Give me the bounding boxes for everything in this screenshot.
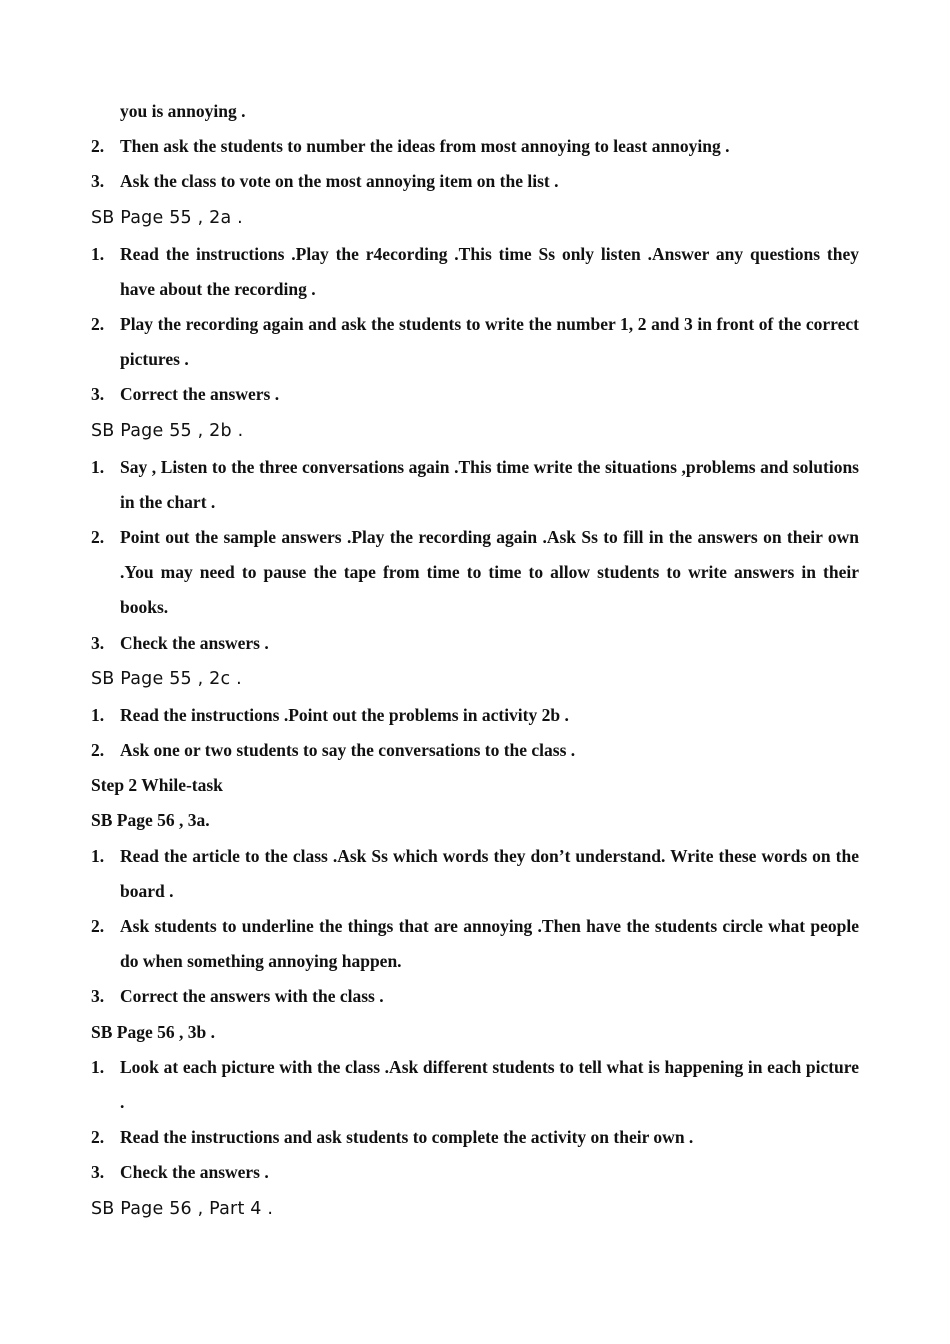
item-number: 2. (91, 916, 105, 937)
list-item (91, 520, 859, 626)
item-text: Ask students to underline the things that are annoying .Then have the students circle what people do when something annoying happen. (120, 916, 859, 972)
intro-continuation: you is annoying . (120, 101, 246, 121)
list-item (91, 839, 859, 909)
item-number: 2. (91, 136, 105, 157)
item-text: Check the answers . (120, 632, 269, 653)
list-item (91, 698, 859, 733)
item-text: Say , Listen to the three conversations again .This time write the situations ,problems and solutions in the chart . (120, 456, 859, 512)
item-text: Play the recording again and ask the students to write the number 1, 2 and 3 in front of the correct pictures . (120, 314, 859, 370)
item-number: 1. (91, 845, 105, 866)
section-heading-3b: SB Page 56 , 3b . (91, 1021, 215, 1042)
item-text: Point out the sample answers .Play the recording again .Ask Ss to fill in the answers on their own .You may need to pause the tape from time to time to allow students to write answers in their books. (120, 527, 859, 618)
item-text: Ask the class to vote on the most annoying item on the list . (120, 171, 559, 192)
list-item (91, 1050, 859, 1120)
section-heading-3a: SB Page 56 , 3a. (91, 810, 210, 831)
list-item (91, 164, 859, 199)
item-number: 1. (91, 704, 105, 725)
list-item (91, 1120, 859, 1155)
item-text: Then ask the students to number the ideas from most annoying to least annoying . (120, 136, 730, 157)
list-item (91, 307, 859, 377)
item-text: Read the instructions and ask students to complete the activity on their own . (120, 1127, 694, 1148)
item-number: 2. (91, 1127, 105, 1148)
list-item (91, 733, 859, 768)
item-number: 3. (91, 384, 105, 405)
list-item (91, 377, 859, 412)
item-text: Read the instructions .Point out the problems in activity 2b . (120, 704, 569, 725)
section-heading-2c: SB Page 55 , 2c . (91, 668, 242, 689)
list-item (91, 1155, 859, 1190)
section-heading-part4: SB Page 56 , Part 4 . (91, 1198, 274, 1219)
item-number: 2. (91, 740, 105, 761)
item-number: 1. (91, 243, 105, 264)
item-number: 3. (91, 632, 105, 653)
item-text: Ask one or two students to say the conversations to the class . (120, 740, 576, 761)
item-number: 3. (91, 986, 105, 1007)
list-item (91, 626, 859, 661)
document-page (91, 94, 859, 1228)
item-number: 2. (91, 314, 105, 335)
item-number: 2. (91, 527, 105, 548)
item-text: Read the article to the class .Ask Ss which words they don’t understand. Write these words on the board . (120, 845, 859, 901)
item-text: Look at each picture with the class .Ask different students to tell what is happening in each picture . (120, 1056, 859, 1113)
item-text: Correct the answers . (120, 384, 280, 405)
item-text: Correct the answers with the class . (120, 986, 384, 1007)
list-item (91, 129, 859, 164)
item-text: Read the instructions .Play the r4ecording .This time Ss only listen .Answer any questions they have about the recording . (120, 243, 859, 299)
item-number: 3. (91, 171, 105, 192)
item-text: Check the answers . (120, 1162, 269, 1183)
section-heading-2b: SB Page 55 , 2b . (91, 420, 244, 441)
section-heading-2a: SB Page 55 , 2a . (91, 207, 243, 228)
list-item (91, 909, 859, 979)
item-number: 3. (91, 1162, 105, 1183)
list-item (91, 237, 859, 307)
item-number: 1. (91, 456, 105, 477)
list-item (91, 979, 859, 1014)
list-item (91, 450, 859, 520)
step-heading: Step 2 While-task (91, 775, 223, 796)
item-number: 1. (91, 1056, 105, 1077)
